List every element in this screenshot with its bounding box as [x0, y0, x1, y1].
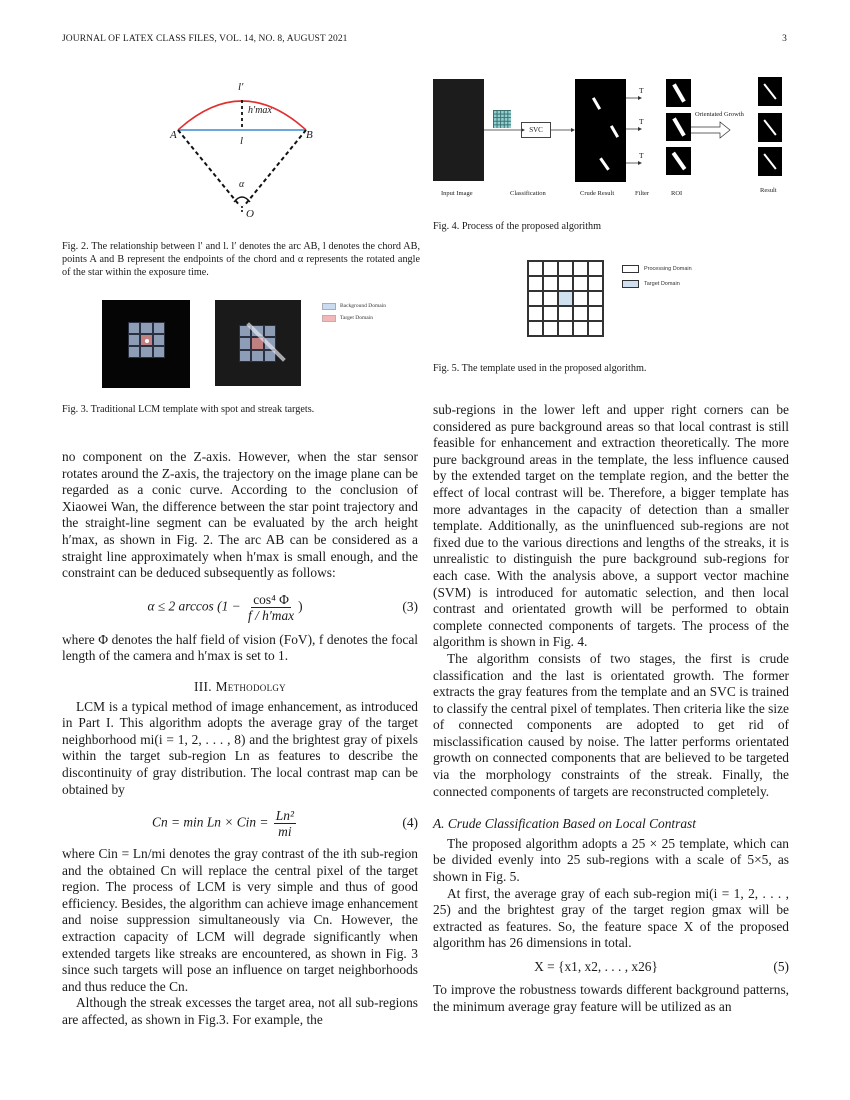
- subsection-heading-crude-classification: A. Crude Classification Based on Local Contrast: [433, 816, 696, 832]
- figure-3: [102, 300, 422, 390]
- figure-4-caption: Fig. 4. Process of the proposed algorithm: [433, 221, 602, 232]
- left-paragraph-5: Although the streak excesses the target area, not all sub-regions are affected, as shown in Fig.3. For example, the: [62, 995, 418, 1028]
- orientated-growth-label: Orientated Growth: [695, 111, 744, 118]
- crude-result-image: [575, 79, 626, 182]
- journal-title: JOURNAL OF LATEX CLASS FILES, VOL. 14, NO. 8, AUGUST 2021: [62, 34, 348, 44]
- figure-5: [527, 260, 727, 340]
- svc-box: SVC: [521, 122, 551, 138]
- left-column: [62, 449, 418, 1029]
- streak-target-image: [215, 300, 301, 386]
- filter-label-3: T: [639, 151, 644, 160]
- right-paragraph-3: The proposed algorithm adopts a 25 × 25 template, which can be divided evenly into 25 sub-regions with a scale of 5×5, as shown in Fig. 5.: [433, 835, 789, 885]
- equation-3: α ≤ 2 arccos (1 − $\frac{\text{cos⁴ Φ}}{f / h'\max}$ ) (3): [147, 592, 418, 624]
- result-3: [758, 147, 782, 176]
- result-1: [758, 77, 782, 106]
- equation-3-number: (3): [402, 599, 418, 615]
- running-header: [62, 34, 787, 44]
- equation-4-number: (4): [402, 814, 418, 830]
- roi-3: [666, 147, 691, 175]
- roi-1: [666, 79, 691, 107]
- right-paragraph-2: The algorithm consists of two stages, the first is crude classification and the last is orientated growth. The former extracts the gray features from the template and an SVC is trained to classify the central pixel of templates. Then criteria like the size of connected components are adopted to get rid of misclassification caused by noise. The latter performs orientated growth on connected components that are believed to be targeted via the morphology constraints of the streak. Finally, the connected components of targets are reconstructed completely.: [433, 650, 789, 799]
- right-column: [433, 402, 789, 1015]
- figure-3-caption: Fig. 3. Traditional LCM template with spot and streak targets.: [62, 404, 315, 415]
- legend-target-domain: Target Domain: [622, 276, 692, 291]
- left-paragraph-2: where Φ denotes the half field of vision (FoV), f denotes the focal length of the camera and h′max is set to 1.: [62, 631, 418, 664]
- result-2: [758, 113, 782, 142]
- label-l-prime: l′: [238, 81, 244, 93]
- roi-2: [666, 113, 691, 141]
- filter-label-2: T: [639, 117, 644, 126]
- equation-4: Cn = min Ln × Cin = $\frac{\text{Ln²}}{mi}$ (4): [152, 807, 418, 839]
- stage-result: Result: [760, 187, 777, 194]
- section-heading-methodology: III. Methodolgy: [194, 678, 286, 694]
- stage-crude-result: Crude Result: [580, 190, 615, 197]
- arc-chord-diagram: [160, 78, 330, 228]
- legend-processing-domain: Processing Domain: [622, 261, 692, 276]
- label-B: B: [306, 129, 313, 141]
- left-paragraph-4: where Cin = Ln/mi denotes the gray contrast of the ith sub-region and the obtained Cn will replace the central pixel of the target region. The process of LCM is very simple and thus of good efficiency. Besides, the algorithm can achieve image enhancement and noise suppression simultaneously via Cn. However, the extraction capacity of LCM will degrade significantly when extended targets like streaks are encountered, as shown in Fig. 3 since such targets will pose an influence on target neighborhoods and thus reduce the Cn.: [62, 846, 418, 994]
- label-l: l: [240, 135, 244, 147]
- stage-roi: ROI: [671, 190, 683, 197]
- equation-5-number: (5): [773, 958, 789, 974]
- equation-5: X = {x1, x2, . . . , x26} (5): [534, 958, 789, 974]
- label-alpha: α: [239, 179, 245, 190]
- left-paragraph-3: LCM is a typical method of image enhancement, as introduced in Part I. This algorithm adopts the average gray of the target neighborhood mi(i = 1, 2, . . . , 8) and the brightest gray of pixels within the target sub-region Ln as features to describe the discontinuity of gray distribution. The local contrast map can be obtained by: [62, 698, 418, 797]
- figure-5-caption: Fig. 5. The template used in the proposed algorithm.: [433, 363, 647, 374]
- label-h-max: h′max: [248, 105, 272, 116]
- legend-target-domain: Target Domain: [322, 312, 386, 324]
- label-A: A: [170, 129, 177, 141]
- template-grid-5x5: [527, 260, 604, 337]
- right-paragraph-1: sub-regions in the lower left and upper right corners can be considered as pure background areas so that local contrast is still feasible for enhancement and extraction theoretically. The more pure background areas in the template, the less influence caused by the extended target on the template region, and the better the effect of local contrast will be. Therefore, a bigger template has more advantages in the capacity of detection than a smaller template. Additionally, as the uninfluenced sub-regions are not fixed due to the various directions and lengths of the streaks, it is unrealistic to distinguish the pure background sub-regions for each case. With the analysis above, a support vector machine (SVM) is introduced for automatic selection, and then local contrast and orientated growth will be performed to obtain complete connected components of targets. The process of the algorithm is shown in Fig. 4.: [433, 402, 789, 650]
- filter-label-1: T: [639, 86, 644, 95]
- fig5-legend: [622, 261, 692, 291]
- fig3-legend: [322, 300, 386, 324]
- right-paragraph-4: At first, the average gray of each sub-region mi(i = 1, 2, . . . , 25) and the brightest gray of the target region gmax will be extracted as features. So, the feature space X of the proposed algorithm has 26 dimensions in total.: [433, 885, 789, 951]
- stage-input-image: Input Image: [441, 190, 473, 197]
- target-cell: [558, 291, 573, 306]
- right-paragraph-5: To improve the robustness towards different background patterns, the minimum average gray feature will be utilized as an: [433, 982, 789, 1014]
- page-number: 3: [782, 34, 787, 44]
- figure-4: [430, 75, 790, 205]
- label-O: O: [246, 208, 254, 220]
- legend-background-domain: Background Domain: [322, 300, 386, 312]
- figure-2: [160, 78, 330, 228]
- spot-target-image: [102, 300, 190, 388]
- stage-classification: Classification: [510, 190, 546, 197]
- stage-filter: Filter: [635, 190, 650, 197]
- left-paragraph-1: no component on the Z-axis. However, when the star sensor rotates around the Z-axis, the trajectory on the image plane can be regarded as a conic curve. According to the conclusion of Xiaowei Wan, the difference between the star point trajectory and the straight-line segment can be evaluated by the arch height h′max, as shown in Fig. 2. The arc AB can be considered as a straight line approximately when h′max is small enough, and the constraint can be deduced subsequently as follows:: [62, 449, 418, 581]
- figure-2-caption: Fig. 2. The relationship between l′ and l. l′ denotes the arc AB, l denotes the chord AB, points A and B represent the endpoints of the chord and α represents the rotated angle of the star within the exposure time.: [62, 241, 420, 278]
